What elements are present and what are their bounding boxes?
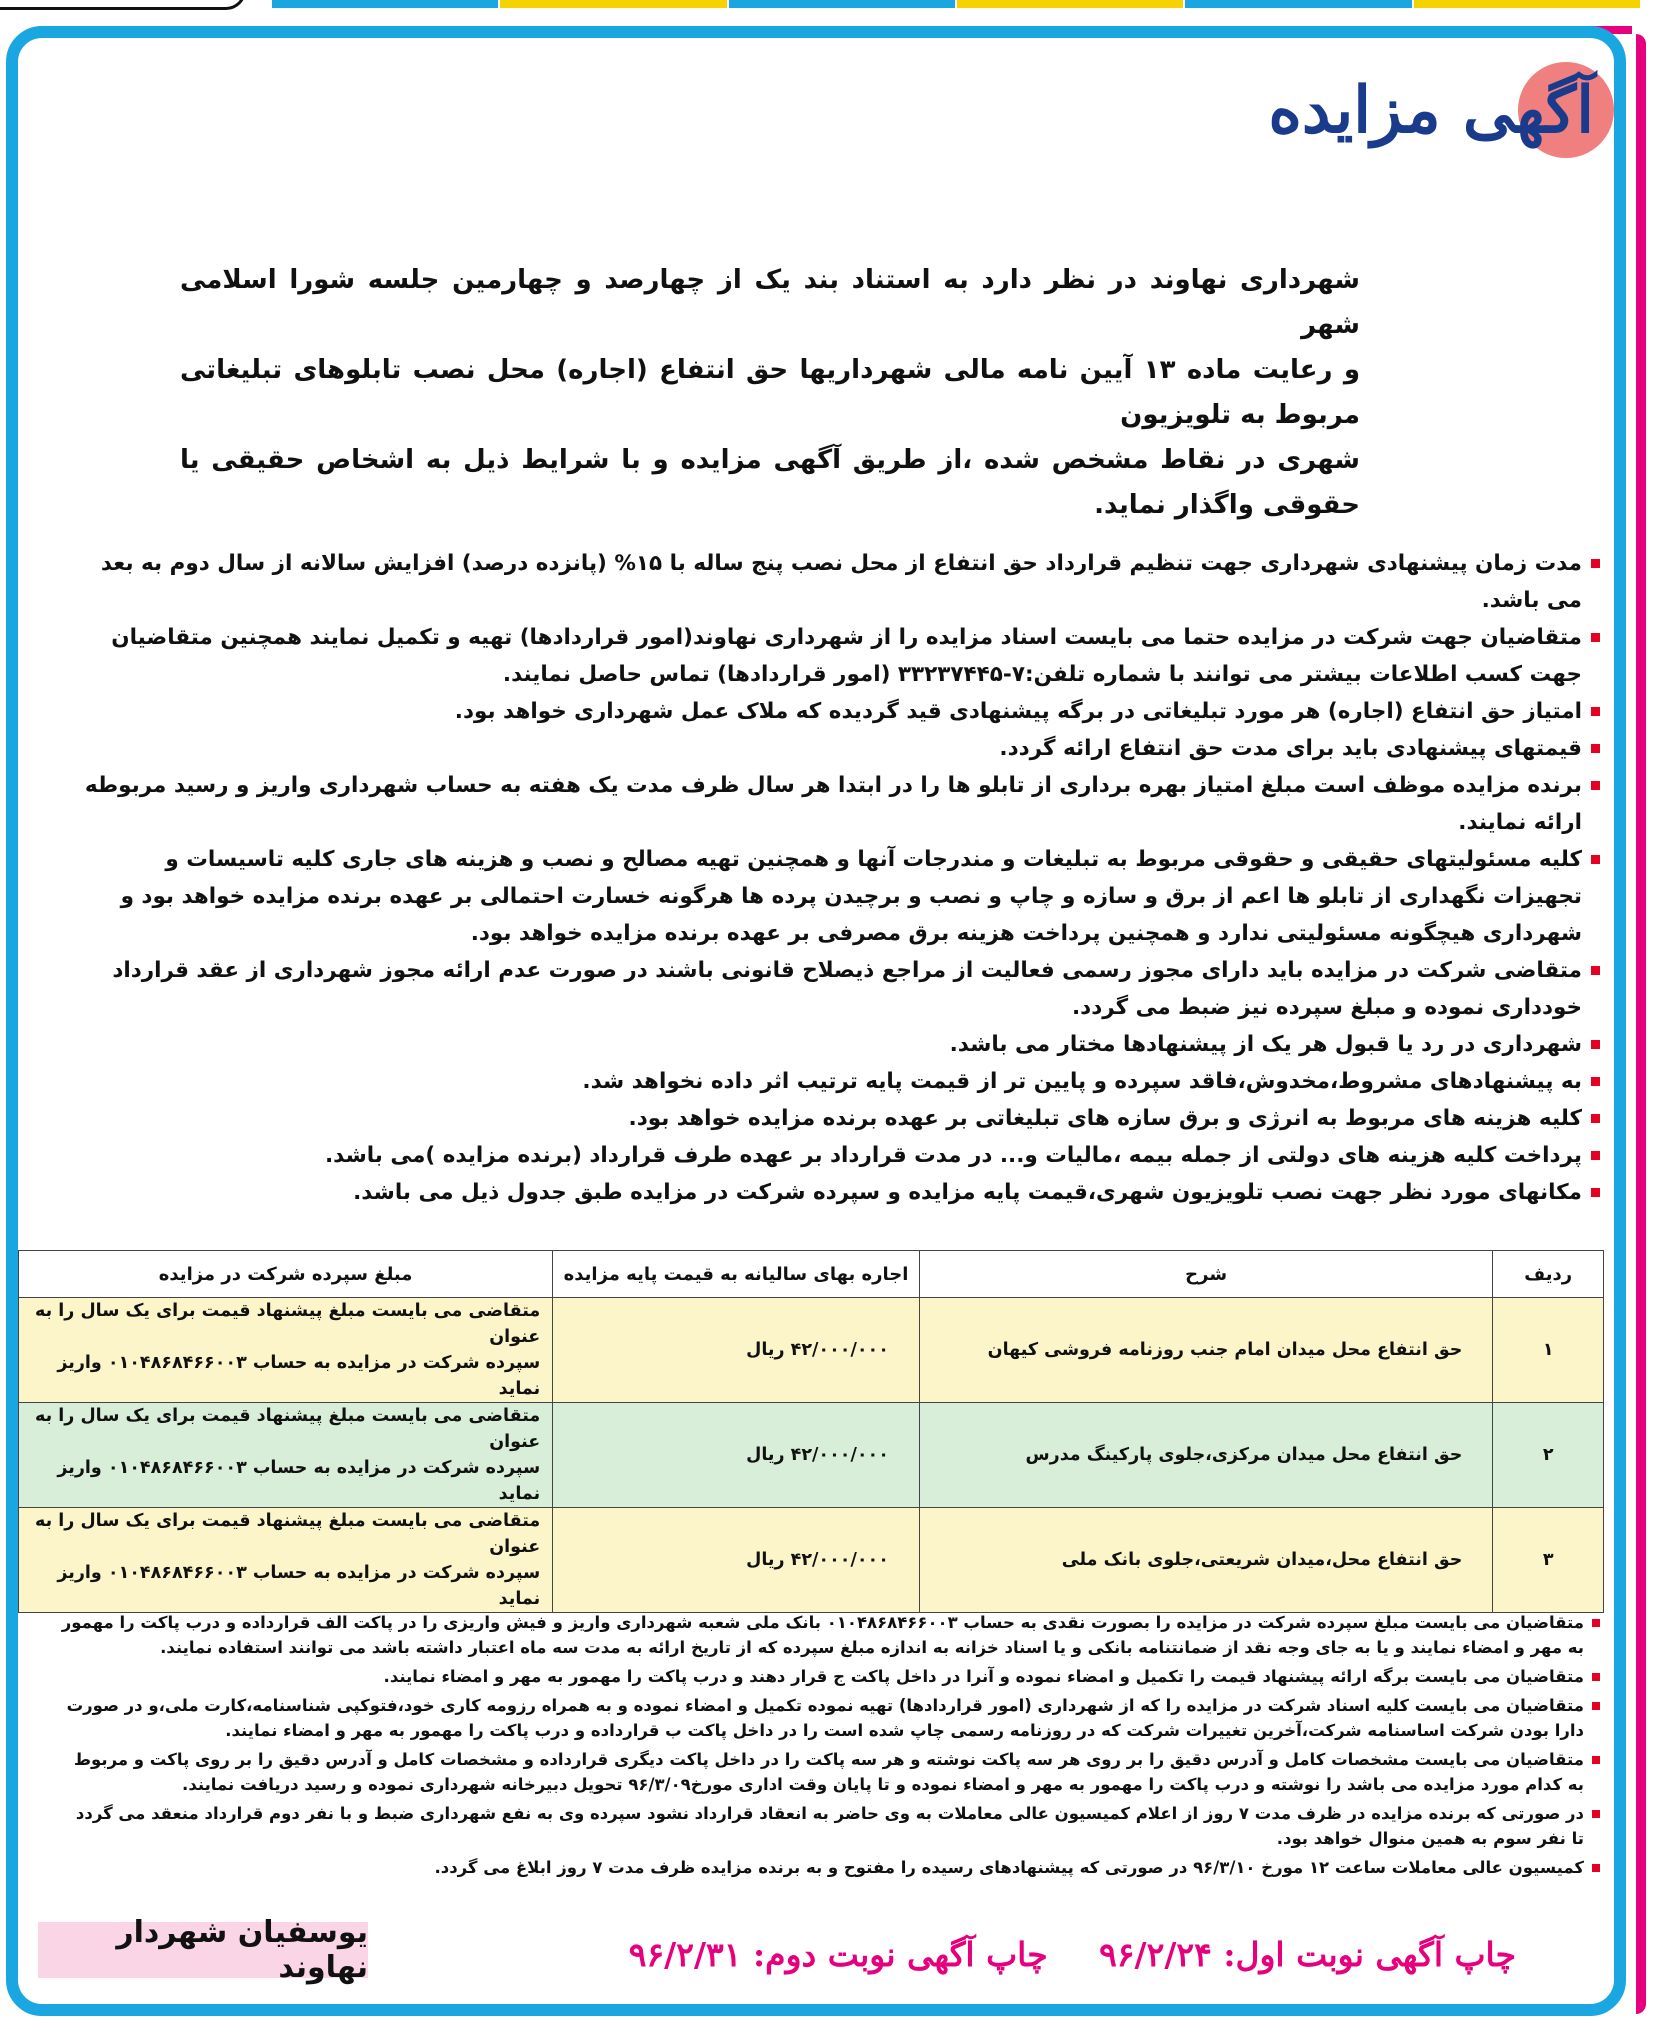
deposit-line: سپرده شرکت در مزایده به حساب ۰۱۰۴۸۶۸۴۶۶۰۰۳ واریز نماید xyxy=(57,1353,541,1399)
condition-item: پرداخت کلیه هزینه های دولتی از جمله بیمه ،مالیات و... در مدت قرارداد بر عهده طرف قرارداد (برنده مزایده )می باشد. xyxy=(70,1137,1600,1174)
condition-item: متقاضی شرکت در مزایده باید دارای مجوز رسمی فعالیت از مراجع ذیصلاح قانونی باشند در صورت عدم ارائه مجوز شهرداری از عقد قرارداد خودداری نموده و مبلغ سپرده نیز ضبط می گردد. xyxy=(70,952,1600,1026)
condition-item: برنده مزایده موظف است مبلغ امتیاز بهره برداری از تابلو ها را در ابتدا هر سال ظرف مدت یک هفته به حساب شهرداری واریز و رسید مربوطه ارائه نمایند. xyxy=(70,767,1600,841)
deposit-line: سپرده شرکت در مزایده به حساب ۰۱۰۴۸۶۸۴۶۶۰۰۳ واریز نماید xyxy=(57,1563,541,1609)
first-print-date: چاپ آگهی نوبت اول: ۹۶/۲/۲۴ xyxy=(1099,1935,1516,1974)
note-item: متقاضیان می بایست مبلغ سپرده شرکت در مزایده را بصورت نقدی به حساب ۰۱۰۴۸۶۸۴۶۶۰۰۳ بانک ملی شعبه شهرداری واریز و فیش واریزی را در پاکت الف قرارداده و درب پاکت را مهمور به مهر و امضاء نمایند و یا به جای وجه نقد از ضمانتنامه بانکی و یا اسناد خزانه به اندازه مبلغ سپرده که از تاریخ ارائه به مدت سه ماه اعتبار داشته باشد می توانند استفاده نمایند. xyxy=(60,1610,1600,1660)
note-item: متقاضیان می بایست مشخصات کامل و آدرس دقیق را بر روی هر سه پاکت نوشته و هر سه پاکت را در داخل پاکت دیگری قرارداده و مشخصات کامل و آدرس دقیق را بر روی پاکت و مربوط به کدام مورد مزایده می باشد را نوشته و درب پاکت را مهمور به مهر و امضاء نموده و تا پایان وقت اداری مورخ۹۶/۳/۰۹ تحویل دبیرخانه شهرداری نموده و رسید دریافت نمایند. xyxy=(60,1747,1600,1797)
locations-table xyxy=(18,1250,1604,1613)
condition-item: شهرداری در رد یا قبول هر یک از پیشنهادها مختار می باشد. xyxy=(70,1026,1600,1063)
condition-item: کلیه مسئولیتهای حقیقی و حقوقی مربوط به تبلیغات و مندرجات آنها و همچنین تهیه مصالح و نصب و هزینه های جاری کلیه تاسیسات و تجهیزات نگهداری از تابلو ها اعم از برق و سازه و چاپ و نصب و برچیدن پرده ها هرگونه خسارت احتمالی بر عهده برنده مزایده خواهد بود و شهرداری هیچگونه مسئولیتی ندارد و همچنین پرداخت هزینه برق مصرفی بر عهده برنده مزایده خواهد بود. xyxy=(70,841,1600,952)
title-block xyxy=(1268,60,1614,160)
deposit-line: متقاضی می بایست مبلغ پیشنهاد قیمت برای یک سال را به عنوان xyxy=(35,1511,541,1557)
frame-right-accent xyxy=(1636,34,1646,2014)
top-bar-segment xyxy=(1412,0,1640,8)
row-description: حق انتفاع محل،میدان شریعتی،جلوی بانک ملی xyxy=(919,1508,1492,1613)
table-row xyxy=(19,1508,1604,1613)
condition-item: کلیه هزینه های مربوط به انرژی و برق سازه های تبلیغاتی بر عهده برنده مزایده خواهد بود. xyxy=(70,1100,1600,1137)
condition-item: امتیاز حق انتفاع (اجاره) هر مورد تبلیغاتی در برگه پیشنهادی قید گردیده که ملاک عمل شهرداری خواهد بود. xyxy=(70,693,1600,730)
header-annual-rent: اجاره بهای سالیانه به قیمت پایه مزایده xyxy=(553,1251,920,1298)
note-item: متقاضیان می بایست برگه ارائه پیشنهاد قیمت را تکمیل و امضاء نموده و آنرا در داخل پاکت ج قرار دهند و درب پاکت را مهمور به مهر و امضاء نمایند. xyxy=(60,1664,1600,1689)
top-bar-segment xyxy=(270,0,498,8)
row-price: ۴۲/۰۰۰/۰۰۰ ریال xyxy=(553,1403,920,1508)
note-item: کمیسیون عالی معاملات ساعت ۱۲ مورخ ۹۶/۳/۱۰ در صورتی که پیشنهادهای رسیده را مفتوح و به برنده مزایده ظرف مدت ۷ روز ابلاغ می گردد. xyxy=(60,1855,1600,1880)
intro-line: شهری در نقاط مشخص شده ،از طریق آگهی مزایده و با شرایط ذیل به اشخاص حقیقی یا حقوقی واگذار نماید. xyxy=(180,445,1360,520)
corner-decoration xyxy=(0,0,246,10)
top-bar-segment xyxy=(498,0,726,8)
condition-item: متقاضیان جهت شرکت در مزایده حتما می بایست اسناد مزایده را از شهرداری نهاوند(امور قراردادها) تهیه و تکمیل نمایند همچنین متقاضیان جهت کسب اطلاعات بیشتر می توانند با شماره تلفن:۷-۳۳۲۳۷۴۴۵ (امور قراردادها) تماس حاصل نمایند. xyxy=(70,619,1600,693)
intro-line: و رعایت ماده ۱۳ آیین نامه مالی شهرداریها حق انتفاع (اجاره) محل نصب تابلوهای تبلیغاتی مربوط به تلویزیون xyxy=(180,355,1360,430)
note-item: متقاضیان می بایست کلیه اسناد شرکت در مزایده را که از شهرداری (امور قراردادها) تهیه نموده تکمیل و امضاء نموده و به همراه رزومه کاری خود،فتوکپی شناسنامه،کارت ملی،و در صورت دارا بودن شرکت اساسنامه شرکت،آخرین تغییرات شرکت که در روزنامه رسمی چاپ شده است را در داخل پاکت ب قرارداده و درب پاکت را مهمور به مهر و امضاء نمایند. xyxy=(60,1693,1600,1743)
row-index: ۲ xyxy=(1493,1403,1604,1508)
deposit-line: سپرده شرکت در مزایده به حساب ۰۱۰۴۸۶۸۴۶۶۰۰۳ واریز نماید xyxy=(57,1458,541,1504)
row-price: ۴۲/۰۰۰/۰۰۰ ریال xyxy=(553,1508,920,1613)
top-color-bar xyxy=(270,0,1640,8)
condition-item: به پیشنهادهای مشروط،مخدوش،فاقد سپرده و پایین تر از قیمت پایه ترتیب اثر داده نخواهد شد. xyxy=(70,1063,1600,1100)
table-header-row xyxy=(19,1251,1604,1298)
row-price: ۴۲/۰۰۰/۰۰۰ ریال xyxy=(553,1298,920,1403)
note-item: در صورتی که برنده مزایده در ظرف مدت ۷ روز از اعلام کمیسیون عالی معاملات به وی حاضر به انعقاد قرارداد نشود سپرده وی به نفع شهرداری ضبط و با نفر دوم قرارداد منعقد می گردد تا نفر سوم به همین منوال خواهد بود. xyxy=(60,1801,1600,1851)
row-index: ۱ xyxy=(1493,1298,1604,1403)
mayor-signature: یوسفیان شهردار نهاوند xyxy=(38,1922,368,1978)
second-print-date: چاپ آگهی نوبت دوم: ۹۶/۲/۳۱ xyxy=(628,1935,1048,1974)
row-deposit xyxy=(19,1403,553,1508)
top-bar-segment xyxy=(1183,0,1411,8)
top-bar-segment xyxy=(727,0,955,8)
row-description: حق انتفاع محل میدان مرکزی،جلوی پارکینگ مدرس xyxy=(919,1403,1492,1508)
table-row xyxy=(19,1298,1604,1403)
conditions-list xyxy=(70,545,1600,1211)
intro-paragraph xyxy=(180,258,1360,528)
deposit-line: متقاضی می بایست مبلغ پیشنهاد قیمت برای یک سال را به عنوان xyxy=(35,1406,541,1452)
print-dates xyxy=(589,1935,1516,1974)
deposit-line: متقاضی می بایست مبلغ پیشنهاد قیمت برای یک سال را به عنوان xyxy=(35,1301,541,1347)
header-deposit: مبلغ سپرده شرکت در مزایده xyxy=(19,1251,553,1298)
row-deposit xyxy=(19,1298,553,1403)
intro-line: شهرداری نهاوند در نظر دارد به استناد بند یک از چهارصد و چهارمین جلسه شورا اسلامی شهر xyxy=(180,265,1360,340)
header-index: ردیف xyxy=(1493,1251,1604,1298)
condition-item: مدت زمان پیشنهادی شهرداری جهت تنظیم قرارداد حق انتفاع از محل نصب پنج ساله با ۱۵% (پانزده درصد) افزایش سالانه از سال دوم به بعد می باشد. xyxy=(70,545,1600,619)
notes-list xyxy=(60,1610,1600,1884)
condition-item: قیمتهای پیشنهادی باید برای مدت حق انتفاع ارائه گردد. xyxy=(70,730,1600,767)
header-description: شرح xyxy=(919,1251,1492,1298)
row-deposit xyxy=(19,1508,553,1613)
condition-item: مکانهای مورد نظر جهت نصب تلویزیون شهری،قیمت پایه مزایده و سپرده شرکت در مزایده طبق جدول ذیل می باشد. xyxy=(70,1174,1600,1211)
page-title: آگهی مزایده xyxy=(1268,72,1594,148)
row-index: ۳ xyxy=(1493,1508,1604,1613)
top-bar-segment xyxy=(955,0,1183,8)
table-row xyxy=(19,1403,1604,1508)
row-description: حق انتفاع محل میدان امام جنب روزنامه فروشی کیهان xyxy=(919,1298,1492,1403)
